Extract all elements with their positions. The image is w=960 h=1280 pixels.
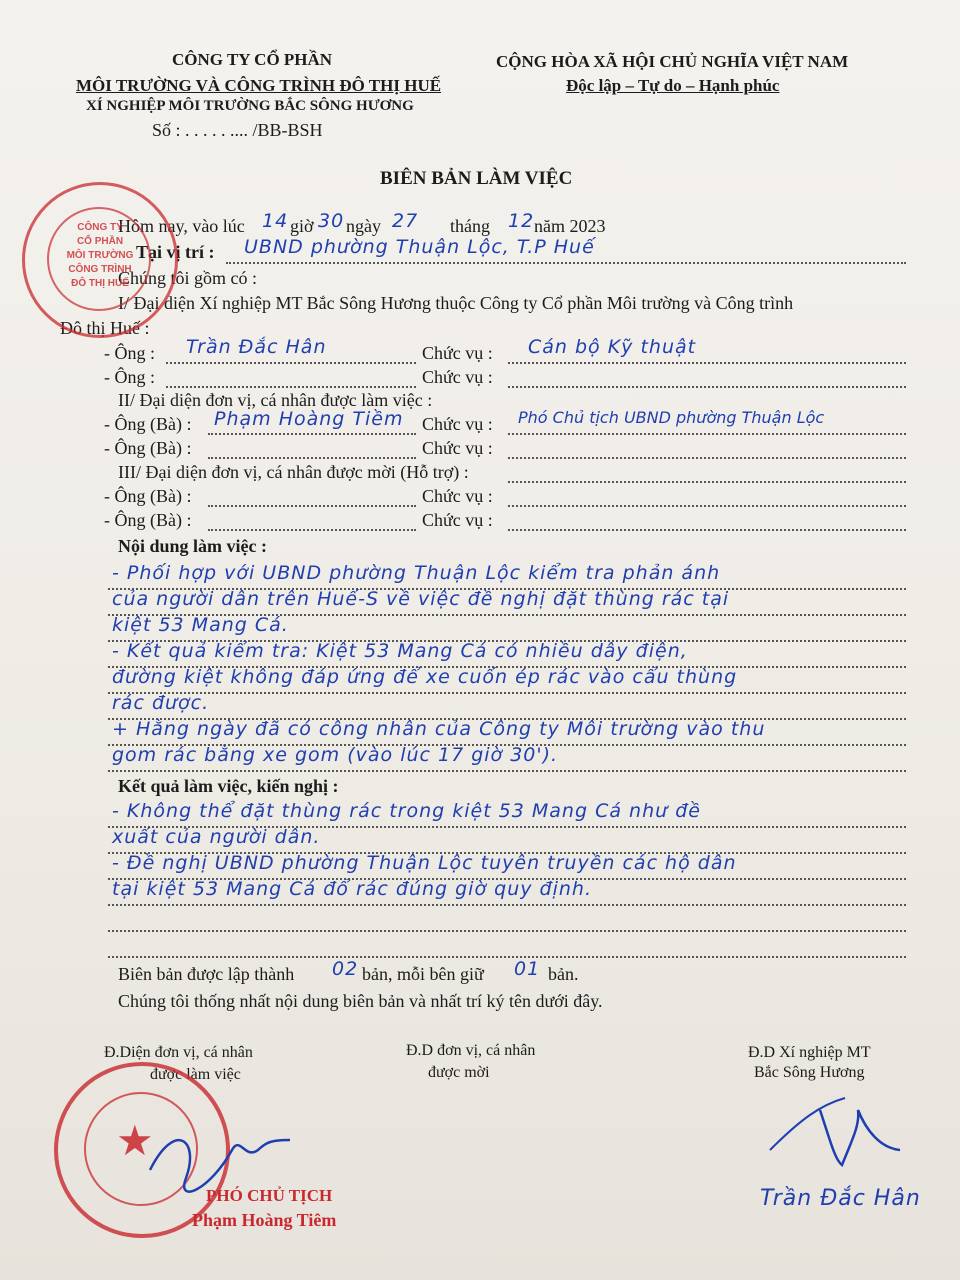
company-name-line2: MÔI TRƯỜNG VÀ CÔNG TRÌNH ĐÔ THỊ HUẾ — [76, 76, 442, 95]
section1-title: I/ Đại diện Xí nghiệp MT Bắc Sông Hương thuộc Công ty Cổ phần Môi trường và Công trình — [118, 293, 794, 313]
content-line: - Kết quả kiểm tra: Kiệt 53 Mang Cá có nhiều dây điện, — [112, 640, 688, 662]
day-label: ngày — [346, 216, 381, 236]
date-hour: 14 — [262, 210, 289, 232]
section2-title: II/ Đại diện đơn vị, cá nhân được làm việc : — [118, 390, 433, 410]
company-stamp-text: MÔI TRƯỜNG — [66, 250, 134, 261]
section2-row1-role-label: Chức vụ : — [422, 414, 493, 434]
date-minute: 30 — [318, 210, 345, 232]
left-signatory-title: PHÓ CHỦ TỊCH — [206, 1186, 333, 1205]
content-line: kiệt 53 Mang Cá. — [112, 614, 289, 636]
company-name-line3: XÍ NGHIỆP MÔI TRƯỜNG BẮC SÔNG HƯƠNG — [86, 98, 414, 114]
location-value: UBND phường Thuận Lộc, T.P Huế — [244, 236, 595, 258]
section3-row2-label: - Ông (Bà) : — [104, 510, 192, 530]
middle-signatory-line1: Đ.D đơn vị, cá nhân — [406, 1042, 536, 1059]
left-signatory-line1: Đ.Diện đơn vị, cá nhân — [104, 1044, 253, 1061]
section2-row1-label: - Ông (Bà) : — [104, 414, 192, 434]
content-line: rác được. — [112, 692, 210, 714]
section3-row2-role-label: Chức vụ : — [422, 510, 493, 530]
document-number: Số : . . . . . .... /BB-BSH — [152, 120, 323, 140]
results-line: tại kiệt 53 Mang Cá đổ rác đúng giờ quy định. — [112, 878, 592, 900]
section1-row1-name: Trần Đắc Hân — [186, 336, 327, 358]
section2-row1-name: Phạm Hoàng Tiềm — [214, 408, 404, 430]
location-label: Tại vị trí : — [136, 242, 215, 262]
middle-signatory-line2: được mời — [428, 1064, 490, 1081]
results-title: Kết quả làm việc, kiến nghị : — [118, 776, 339, 796]
content-line: - Phối hợp với UBND phường Thuận Lộc kiểm tra phản ánh — [112, 562, 721, 584]
section3-row1-role-label: Chức vụ : — [422, 486, 493, 506]
date-prefix: Hôm nay, vào lúc — [118, 216, 245, 236]
section2-row1-role: Phó Chủ tịch UBND phường Thuận Lộc — [518, 408, 825, 427]
results-line: xuất của người dân. — [112, 826, 321, 848]
right-signatory-line2: Bắc Sông Hương — [754, 1064, 865, 1081]
copies-each: 01 — [514, 958, 541, 980]
section1-row1-label: - Ông : — [104, 343, 155, 363]
section1-row2-role-label: Chức vụ : — [422, 367, 493, 387]
company-stamp-text: ĐÔ THỊ HUẾ — [71, 278, 129, 289]
copies-suffix: bản. — [548, 964, 579, 984]
right-signatory-line1: Đ.D Xí nghiệp MT — [748, 1044, 871, 1061]
section3-row1-label: - Ông (Bà) : — [104, 486, 192, 506]
republic-title: CỘNG HÒA XÃ HỘI CHỦ NGHĨA VIỆT NAM — [496, 52, 849, 71]
results-line: - Không thể đặt thùng rác trong kiệt 53 Mang Cá như đề — [112, 800, 701, 822]
results-line: - Đề nghị UBND phường Thuận Lộc tuyên truyền các hộ dân — [112, 852, 737, 874]
left-signatory-line2: được làm việc — [150, 1066, 241, 1083]
copies-middle: bản, mỗi bên giữ — [362, 964, 484, 984]
section1-title-cont: Đô thị Huế : — [60, 318, 150, 338]
company-stamp-text: CỔ PHẦN — [76, 236, 124, 247]
section1-row1-role: Cán bộ Kỹ thuật — [528, 336, 697, 358]
right-signatory-name: Trần Đắc Hân — [760, 1186, 921, 1211]
section3-title: III/ Đại diện đơn vị, cá nhân được mời (Hỗ trợ) : — [118, 462, 469, 482]
year-text: năm 2023 — [534, 216, 606, 236]
members-intro: Chúng tôi gồm có : — [118, 268, 257, 288]
date-day: 27 — [392, 210, 419, 232]
content-line: của người dân trên Huế-S về việc đề nghị đặt thùng rác tại — [112, 588, 730, 610]
section2-row2-role-label: Chức vụ : — [422, 438, 493, 458]
copies-prefix: Biên bản được lập thành — [118, 964, 295, 984]
document-title: BIÊN BẢN LÀM VIỆC — [380, 168, 573, 189]
company-stamp-text: CÔNG TY — [77, 222, 123, 233]
company-stamp-text: CÔNG TRÌNH — [68, 264, 132, 275]
ward-stamp-star-icon: ★ — [116, 1119, 154, 1165]
content-title: Nội dung làm việc : — [118, 536, 268, 556]
date-month: 12 — [508, 210, 535, 232]
section1-row2-label: - Ông : — [104, 367, 155, 387]
copies-count: 02 — [332, 958, 359, 980]
left-signatory-name: Phạm Hoàng Tiêm — [192, 1210, 337, 1230]
company-name-line1: CÔNG TY CỔ PHẦN — [172, 50, 333, 69]
section1-row1-role-label: Chức vụ : — [422, 343, 493, 363]
agreement-text: Chúng tôi thống nhất nội dung biên bản và nhất trí ký tên dưới đây. — [118, 991, 603, 1011]
hour-label: giờ — [290, 216, 314, 236]
content-line: + Hằng ngày đã có công nhân của Công ty Môi trường vào thu — [112, 718, 766, 740]
content-line: đường kiệt không đáp ứng để xe cuốn ép rác vào cẩu thùng — [112, 666, 738, 688]
national-motto: Độc lập – Tự do – Hạnh phúc — [566, 76, 780, 95]
month-label: tháng — [450, 216, 490, 236]
section2-row2-label: - Ông (Bà) : — [104, 438, 192, 458]
content-line: gom rác bằng xe gom (vào lúc 17 giờ 30'). — [112, 744, 559, 766]
